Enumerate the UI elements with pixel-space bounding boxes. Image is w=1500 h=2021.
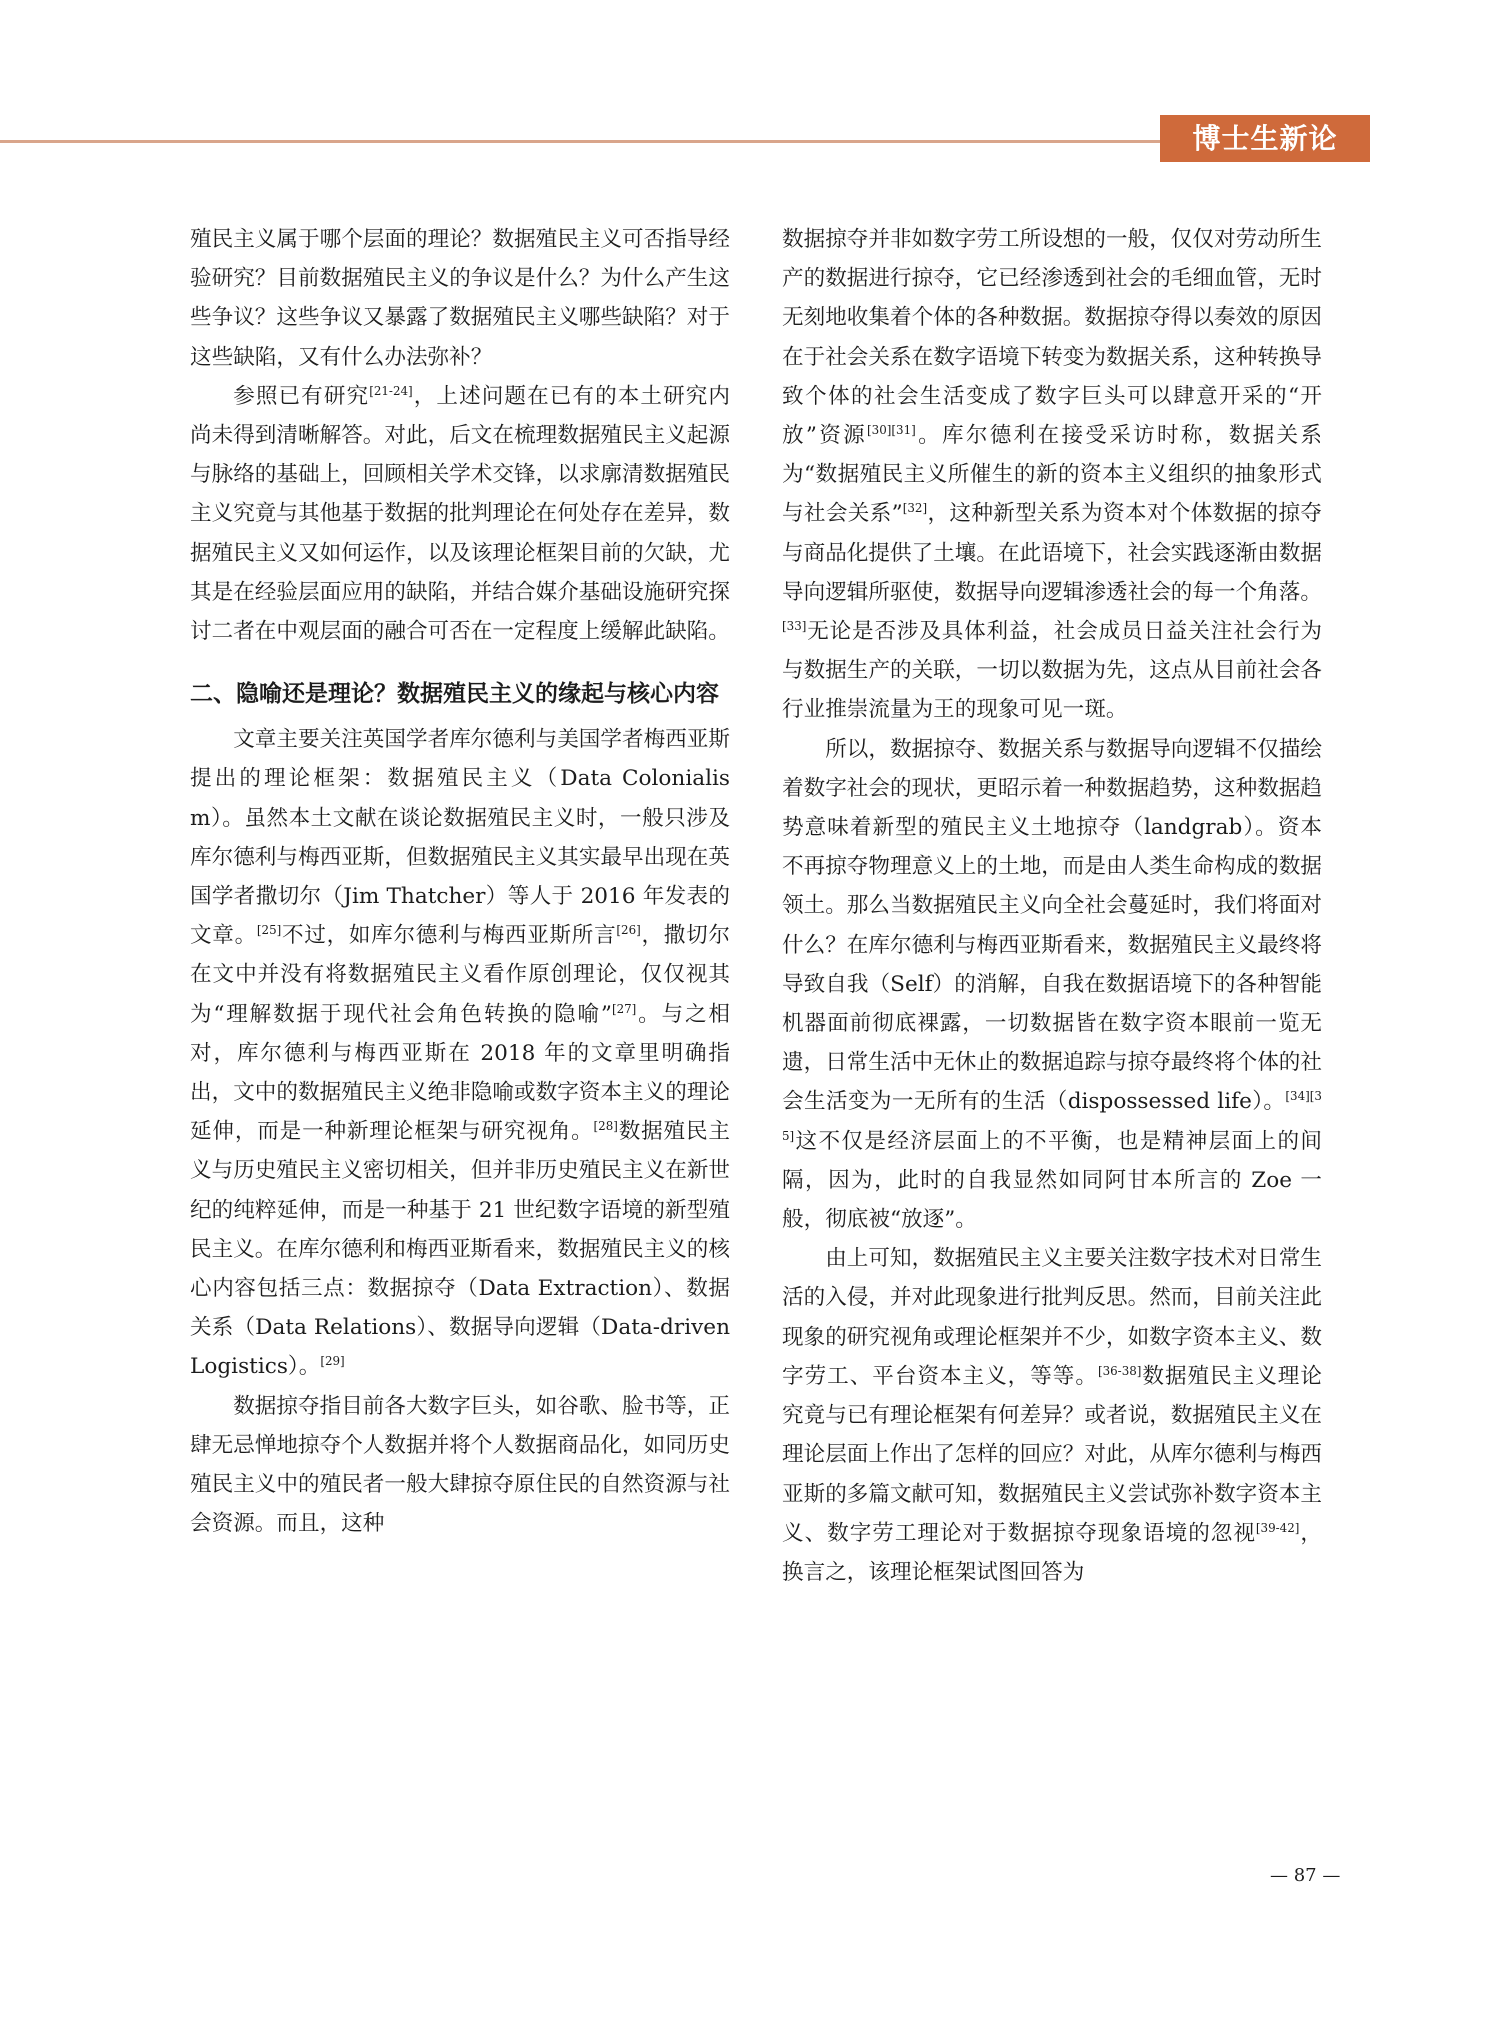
text-run: 所以，数据掠夺、数据关系与数据导向逻辑不仅描绘着数字社会的现状，更昭示着一种数据趋势，这种数据趋势意味着新型的殖民主义土地掠夺（landgrab）。资本不再掠夺物理意义上的土地，而是由人类生命构成的数据领土。那么当数据殖民主义向全社会蔓延时，我们将面对什么？在库尔德利与梅西亚斯看来，数据殖民主义最终将导致自我（Self）的消解，自我在数据语境下的各种智能机器面前彻底裸露，一切数据皆在数字资本眼前一览无遗，日常生活中无休止的数据追踪与掠夺最终将个体的社会生活变为一无所有的生活（dispossessed life）。 xyxy=(782,736,1322,1115)
citation: [34][35] xyxy=(782,1089,1322,1143)
paragraph: 数据掠夺指目前各大数字巨头，如谷歌、脸书等，正肆无忌惮地掠夺个人数据并将个人数据商品化，如同历史殖民主义中的殖民者一般大肆掠夺原住民的自然资源与社会资源。而且，这种 xyxy=(190,1393,730,1537)
text-run: ，换言之，该理论框架试图回答为 xyxy=(782,1520,1322,1585)
citation: [21-24] xyxy=(369,383,413,398)
citation: [29] xyxy=(320,1354,345,1369)
citation: [30][31] xyxy=(867,422,916,437)
paragraph xyxy=(190,377,730,651)
text-run: 。与之相对，库尔德利与梅西亚斯在 2018 年的文章里明确指出，文中的数据殖民主义绝非隐喻或数字资本主义的理论延伸，而是一种新理论框架与研究视角。 xyxy=(190,1001,730,1145)
text-run: 不过，如库尔德利与梅西亚斯所言 xyxy=(281,923,617,949)
paragraph xyxy=(190,720,730,1386)
text-run: 数据殖民主义理论究竟与已有理论框架有何差异？或者说，数据殖民主义在理论层面上作出了怎样的回应？对此，从库尔德利与梅西亚斯的多篇文献可知，数据殖民主义尝试弥补数字资本主义、数字劳工理论对于数据掠夺现象语境的忽视 xyxy=(782,1363,1322,1546)
text-run: 文章主要关注英国学者库尔德利与美国学者梅西亚斯提出的理论框架：数据殖民主义（Data Colonialism）。虽然本土文献在谈论数据殖民主义时，一般只涉及库尔德利与梅西亚斯，但数据殖民主义其实最早出现在英国学者撒切尔（Jim Thatcher）等人于 2016 年发表的文章。 xyxy=(190,727,730,949)
page-number: — 87 — xyxy=(1270,1865,1341,1886)
paragraph xyxy=(782,1239,1322,1592)
text-run: 无论是否涉及具体利益，社会成员日益关注社会行为与数据生产的关联，一切以数据为先，这点从目前社会各行业推崇流量为王的现象可见一斑。 xyxy=(782,619,1322,723)
header-rule xyxy=(0,140,1160,143)
text-run: ，撒切尔在文中并没有将数据殖民主义看作原创理论，仅仅视其为“理解数据于现代社会角色转换的隐喻” xyxy=(190,923,730,1027)
right-column xyxy=(782,220,1322,1592)
text-run: 数据殖民主义与历史殖民主义密切相关，但并非历史殖民主义在新世纪的纯粹延伸，而是一种基于 21 世纪数字语境的新型殖民主义。在库尔德利和梅西亚斯看来，数据殖民主义的核心内容包括三点：数据掠夺（Data Extraction）、数据关系（Data Relations）、数据导向逻辑（Data-driven Logistics）。 xyxy=(190,1119,730,1380)
paragraph xyxy=(782,730,1322,1240)
citation: [27] xyxy=(611,1001,637,1016)
text-run: 。库尔德利在接受采访时称，数据关系为“数据殖民主义所催生的新的资本主义组织的抽象形式与社会关系” xyxy=(782,423,1322,527)
text-run: ，上述问题在已有的本土研究内尚未得到清晰解答。对此，后文在梳理数据殖民主义起源与脉络的基础上，回顾相关学术交锋，以求廓清数据殖民主义究竟与其他基于数据的批判理论在何处存在差异，数据殖民主义又如何运作，以及该理论框架目前的欠缺，尤其是在经验层面应用的缺陷，并结合媒介基础设施研究探讨二者在中观层面的融合可否在一定程度上缓解此缺陷。 xyxy=(190,383,730,645)
citation: [36-38] xyxy=(1097,1363,1142,1378)
paragraph xyxy=(782,220,1322,730)
text-run: 参照已有研究 xyxy=(233,383,370,409)
citation: [33] xyxy=(782,618,807,633)
section-heading: 二、隐喻还是理论？数据殖民主义的缘起与核心内容 xyxy=(190,681,719,708)
citation: [28] xyxy=(593,1119,618,1134)
text-run: 由上可知，数据殖民主义主要关注数字技术对日常生活的入侵，并对此现象进行批判反思。然而，目前关注此现象的研究视角或理论框架并不少，如数字资本主义、数字劳工、平台资本主义，等等。 xyxy=(782,1246,1322,1389)
citation: [32] xyxy=(902,501,928,516)
text-run: ，这种新型关系为资本对个体数据的掠夺与商品化提供了土壤。在此语境下，社会实践逐渐由数据导向逻辑所驱使，数据导向逻辑渗透社会的每一个角落。 xyxy=(782,501,1322,605)
text-run: 这不仅是经济层面上的不平衡，也是精神层面上的间隔，因为，此时的自我显然如同阿甘本所言的 Zoe 一般，彻底被“放逐”。 xyxy=(782,1128,1322,1233)
section-title: 博士生新论 xyxy=(1160,115,1370,162)
citation: [25] xyxy=(256,923,282,938)
text-run: 数据掠夺并非如数字劳工所设想的一般，仅仅对劳动所生产的数据进行掠夺，它已经渗透到社会的毛细血管，无时无刻地收集着个体的各种数据。数据掠夺得以奏效的原因在于社会关系在数字语境下转变为数据关系，这种转换导致个体的社会生活变成了数字巨头可以肆意开采的“开放”资源 xyxy=(782,227,1322,449)
paragraph: 殖民主义属于哪个层面的理论？数据殖民主义可否指导经验研究？目前数据殖民主义的争议是什么？为什么产生这些争议？这些争议又暴露了数据殖民主义哪些缺陷？对于这些缺陷，又有什么办法弥补？ xyxy=(190,227,730,370)
citation: [26] xyxy=(616,923,641,938)
left-column xyxy=(190,220,730,1544)
citation: [39-42] xyxy=(1255,1520,1300,1535)
